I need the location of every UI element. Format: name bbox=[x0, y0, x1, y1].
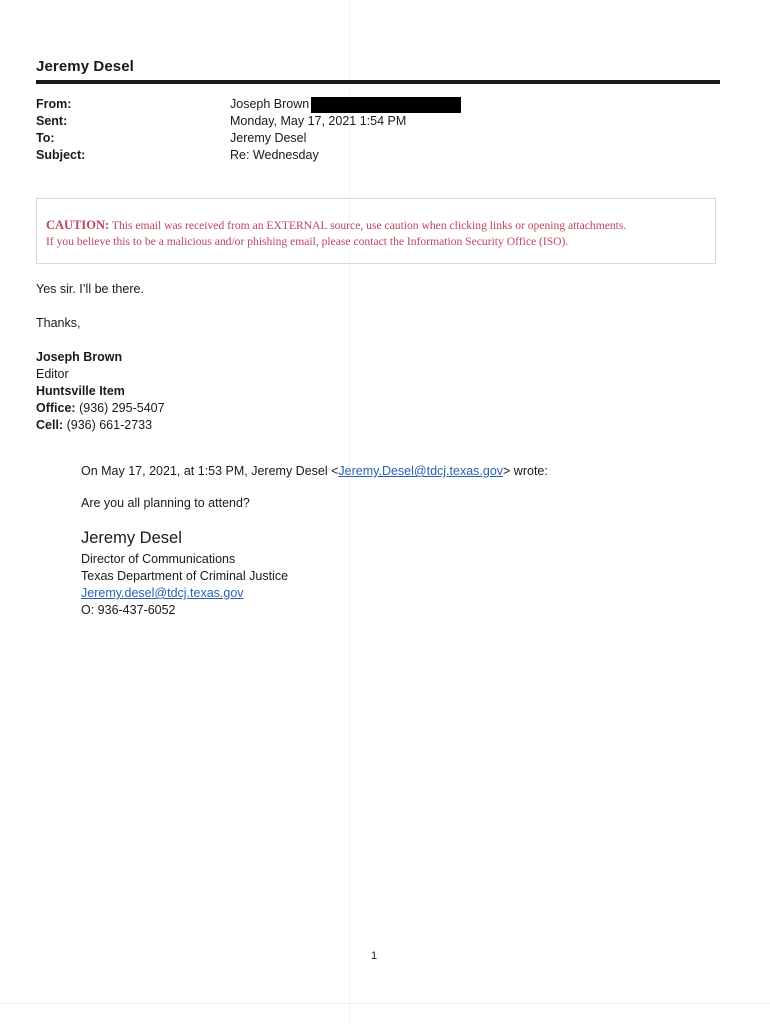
scan-fold-line bbox=[349, 0, 350, 1024]
office-label: Office: bbox=[36, 401, 76, 415]
to-label: To: bbox=[36, 131, 55, 145]
to-value: Jeremy Desel bbox=[230, 131, 307, 145]
signature-office-phone bbox=[36, 401, 165, 415]
subject-label: Subject: bbox=[36, 148, 86, 162]
reply-closing: Thanks, bbox=[36, 316, 81, 330]
subject-value: Re: Wednesday bbox=[230, 148, 319, 162]
signature-cell-phone bbox=[36, 418, 152, 432]
caution-line-1 bbox=[46, 218, 626, 233]
reply-message: Yes sir. I’ll be there. bbox=[36, 282, 144, 296]
header-divider bbox=[36, 80, 720, 84]
signature-name: Joseph Brown bbox=[36, 350, 123, 364]
quoted-intro-email-link[interactable]: Jeremy.Desel@tdcj.texas.gov bbox=[338, 464, 504, 478]
scan-edge-line bbox=[0, 1003, 770, 1004]
mailbox-owner-name: Jeremy Desel bbox=[36, 58, 134, 75]
quoted-intro-suffix: > wrote: bbox=[503, 464, 548, 478]
caution-line-2: If you believe this to be a malicious and/or phishing email, please contact the Information Security Office (ISO). bbox=[46, 235, 569, 248]
quoted-signature-title: Director of Communications bbox=[81, 552, 236, 566]
quoted-signature-organization: Texas Department of Criminal Justice bbox=[81, 569, 289, 583]
quoted-question: Are you all planning to attend? bbox=[81, 496, 250, 510]
quoted-signature-email-link[interactable]: Jeremy.desel@tdcj.texas.gov bbox=[81, 586, 244, 600]
from-value: Joseph Brown bbox=[230, 97, 310, 111]
caution-prefix: CAUTION: bbox=[46, 218, 110, 232]
sent-label: Sent: bbox=[36, 114, 68, 128]
cell-label: Cell: bbox=[36, 418, 64, 432]
sent-value: Monday, May 17, 2021 1:54 PM bbox=[230, 114, 407, 128]
quoted-signature-phone: O: 936-437-6052 bbox=[81, 603, 176, 617]
quoted-intro bbox=[81, 464, 548, 478]
office-value: (936) 295-5407 bbox=[79, 401, 165, 415]
quoted-signature-name: Jeremy Desel bbox=[81, 529, 182, 547]
page-number: 1 bbox=[371, 950, 378, 962]
cell-value: (936) 661-2733 bbox=[66, 418, 153, 432]
from-label: From: bbox=[36, 97, 72, 111]
signature-organization: Huntsville Item bbox=[36, 384, 125, 398]
redaction-bar bbox=[311, 97, 461, 113]
quoted-intro-text: On May 17, 2021, at 1:53 PM, Jeremy Desel < bbox=[81, 464, 339, 478]
caution-line-1-text: This email was received from an EXTERNAL source, use caution when clicking links or opening attachments. bbox=[111, 219, 627, 232]
signature-title: Editor bbox=[36, 367, 69, 381]
